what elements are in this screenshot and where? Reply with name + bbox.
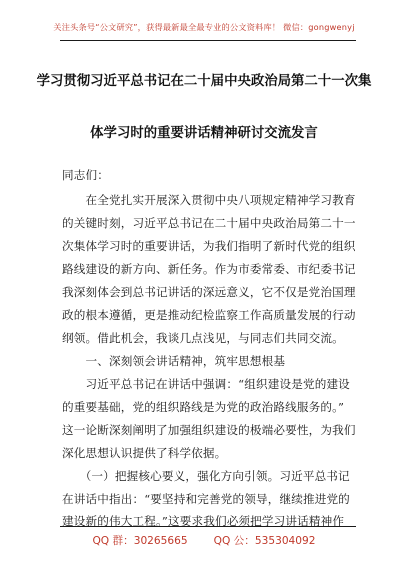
section-heading: 一、深刻领会讲话精神，筑牢思想根基: [62, 354, 286, 368]
body-line: 的重要基础，党的组织路线是为党的政治路线服务的。”: [62, 400, 345, 414]
header-divider: [60, 40, 356, 41]
body-line: 我深刻体会到总书记讲话的深远意义，它不仅是党治国理: [62, 285, 356, 299]
body-line: 这一论断深刻阐明了加强组织建设的极端必要性，为我们: [62, 423, 356, 437]
footer-qq-group: QQ 群：30265665: [92, 535, 188, 547]
body-line: 政的根本遵循，更是推动纪检监察工作高质量发展的行动: [62, 308, 356, 322]
document-title-line-2: 体学习时的重要讲话精神研讨交流发言: [90, 125, 318, 141]
body-line: 纲领。借此机会，我谈几点浅见，与同志们共同交流。: [62, 331, 344, 345]
body-line: 的关键时刻，习近平总书记在二十届中央政治局第二十一: [62, 216, 356, 230]
body-line: （一）把握核心要义，强化方向引领。习近平总书记: [62, 469, 350, 483]
header-promo-note: 关注头条号“公文研究”，获得最新最全最专业的公文资料库！ 微信：gongwenyj: [53, 22, 355, 32]
body-line: 次集体学习时的重要讲话，为我们指明了新时代党的组织: [62, 239, 356, 253]
salutation: 同志们：: [62, 168, 109, 182]
body-line: 在全党扎实开展深入贯彻中央八项规定精神学习教育: [62, 193, 356, 207]
document-title-line-1: 学习贯彻习近平总书记在二十届中央政治局第二十一次集: [36, 73, 372, 89]
body-line: 在讲话中指出：“要坚持和完善党的领导，继续推进党的: [62, 492, 350, 506]
body-line: 路线建设的新方向、新任务。作为市委常委、市纪委书记: [62, 262, 356, 276]
footer-qq-public: QQ 公：535304092: [213, 535, 316, 547]
body-line: 建设新的伟大工程。”这要求我们必须把学习讲话精神作: [62, 514, 345, 528]
body-line: 习近平总书记在讲话中强调：“组织建设是党的建设: [62, 377, 350, 391]
footer-divider: [60, 526, 356, 527]
footer-contacts: [0, 533, 408, 548]
body-line: 深化思想认识提供了科学依据。: [62, 446, 227, 460]
